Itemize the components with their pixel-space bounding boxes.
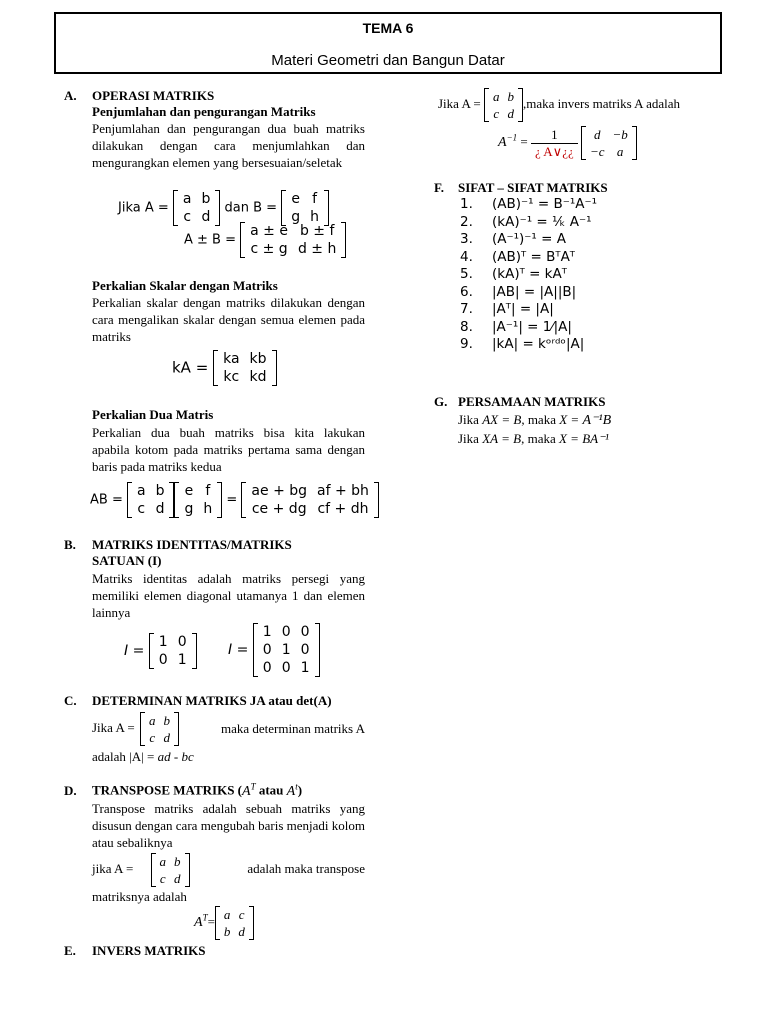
section-b-heading1: MATRIKS IDENTITAS/MATRIKS — [92, 537, 292, 552]
matrix-transpose-a: a b c d — [151, 853, 190, 887]
section-c-line1: Jika A = a b c d maka determinan matriks A — [92, 713, 365, 745]
property-item: 5. (kA)ᵀ = kAᵀ — [460, 266, 567, 282]
matrix-identity-3: 1 0 0 0 1 0 0 0 1 — [253, 623, 320, 677]
property-item: 6. |AB| = |A||B| — [460, 283, 577, 300]
section-d-line2: matriksnya adalah — [92, 889, 187, 904]
section-a-para3: Perkalian dua buah matriks bisa kita lakukan apabila kotom pada matriks pertama sama dengan baris pada matriks kedua — [92, 425, 365, 474]
matrix-product-result: ae + bg af + bh ce + dg cf + dh — [241, 482, 379, 518]
matrix-identity-2: 1 0 0 1 — [149, 633, 197, 669]
section-e-letter: E. — [64, 943, 76, 958]
section-b-letter: B. — [64, 537, 76, 552]
inverse-fraction: $\frac{1}{¿ A\vee¿¿}$ — [531, 127, 578, 160]
title-tema: TEMA 6 — [362, 20, 414, 36]
section-a-sub1: Penjumlahan dan pengurangan Matriks — [92, 104, 316, 119]
section-d-para: Transpose matriks adalah sebuah matriks yang disusun dengan cara mengubah baris menjadi kolom atau sebaliknya — [92, 801, 365, 850]
section-d-heading: TRANSPOSE MATRIKS ($A^T$ atau $A^t$) — [92, 781, 303, 799]
eq-identity-3: I = 1 0 0 0 1 0 0 0 1 — [228, 623, 320, 677]
matrix-b: e f g h — [281, 190, 329, 226]
section-c-letter: C. — [64, 693, 77, 708]
eq-sum-jika: Jika A = — [118, 200, 169, 216]
section-a-sub2: Perkalian Skalar dengan Matriks — [92, 278, 278, 293]
eq-inverse: $A^{-1}$ = $\frac{1}{¿ A\vee¿¿}$ d −b −c a — [498, 126, 637, 160]
section-a-letter: A. — [64, 88, 77, 103]
property-item: 3. (A⁻¹)⁻¹ = A — [460, 231, 566, 247]
section-d-line1: jika A = a b c d adalah maka transpose — [92, 854, 365, 887]
eq-product: AB = a b c d e f g h = ae + bg af + bh ce + dg cf + dh — [90, 482, 379, 518]
property-item: 8. |A⁻¹| = 1⁄|A| — [460, 318, 572, 335]
section-g-line1: Jika AX = B, maka X = A⁻¹B — [458, 412, 612, 428]
matrix-inverse-a: a b c d — [484, 88, 523, 122]
matrix-sum: a ± e b ± f c ± g d ± h — [240, 222, 346, 258]
section-g-heading: PERSAMAAN MATRIKS — [458, 394, 606, 409]
section-e-line1: Jika A = a b c d ,maka invers matriks A adalah — [438, 89, 681, 121]
section-c-line2: adalah |A| = ad - bc — [92, 749, 194, 764]
eq-sum-result: A ± B = a ± e b ± f c ± g d ± h — [184, 222, 346, 258]
section-c-heading: DETERMINAN MATRIKS JA atau det(A) — [92, 693, 332, 708]
eq-identity-2: I = 1 0 0 1 — [124, 633, 197, 669]
section-g-letter: G. — [434, 394, 448, 409]
section-f-heading: SIFAT – SIFAT MATRIKS — [458, 180, 608, 195]
eq-transpose: $A^T=$ a c b d — [194, 906, 254, 940]
title-box — [54, 12, 722, 74]
property-item: 4. (AB)ᵀ = BᵀAᵀ — [460, 248, 576, 265]
matrix-scalar: ka kb kc kd — [213, 350, 276, 386]
eq-scalar: kA = ka kb kc kd — [172, 350, 277, 386]
matrix-inverse-adj: d −b −c a — [581, 126, 637, 160]
matrix-product-b: e f g h — [174, 482, 222, 518]
section-a-para1: Penjumlahan dan pengurangan dua buah matriks dilakukan dengan cara menjumlahkan dan mengurangkan elemen yang bersesuaian/seletak — [92, 121, 365, 170]
properties-list — [460, 196, 597, 354]
title-materi: Materi Geometri dan Bangun Datar — [271, 52, 505, 69]
eq-sum-def — [118, 190, 329, 226]
section-a-sub3: Perkalian Dua Matris — [92, 407, 214, 422]
matrix-det-a: a b c d — [140, 712, 179, 746]
property-item: 7. |Aᵀ| = |A| — [460, 301, 554, 317]
section-b-heading2: SATUAN (I) — [92, 553, 162, 568]
matrix-transpose-result: a c b d — [215, 906, 254, 940]
section-b-para: Matriks identitas adalah matriks persegi yang memiliki elemen diagonal utamanya 1 dan elemen lainnya — [92, 571, 365, 620]
eq-sum-dan: dan B = — [224, 200, 278, 216]
property-item: 1. (AB)⁻¹ = B⁻¹A⁻¹ — [460, 196, 598, 212]
section-f-letter: F. — [434, 180, 444, 195]
section-a-para2: Perkalian skalar dengan matriks dilakukan dengan cara mengalikan skalar dengan semua elemen pada matriks — [92, 295, 365, 344]
property-item: 2. (kA)⁻¹ = ¹⁄ₖ A⁻¹ — [460, 213, 592, 230]
matrix-product-a: a b c d — [127, 482, 174, 518]
matrix-a: a b c d — [173, 190, 220, 226]
section-g-line2: Jika XA = B, maka X = BA⁻¹ — [458, 431, 609, 446]
section-d-letter: D. — [64, 783, 77, 798]
property-item: 9. |kA| = kᵒʳᵈᵒ|A| — [460, 336, 585, 352]
section-a-heading: OPERASI MATRIKS — [92, 88, 215, 103]
section-e-heading: INVERS MATRIKS — [92, 943, 206, 958]
